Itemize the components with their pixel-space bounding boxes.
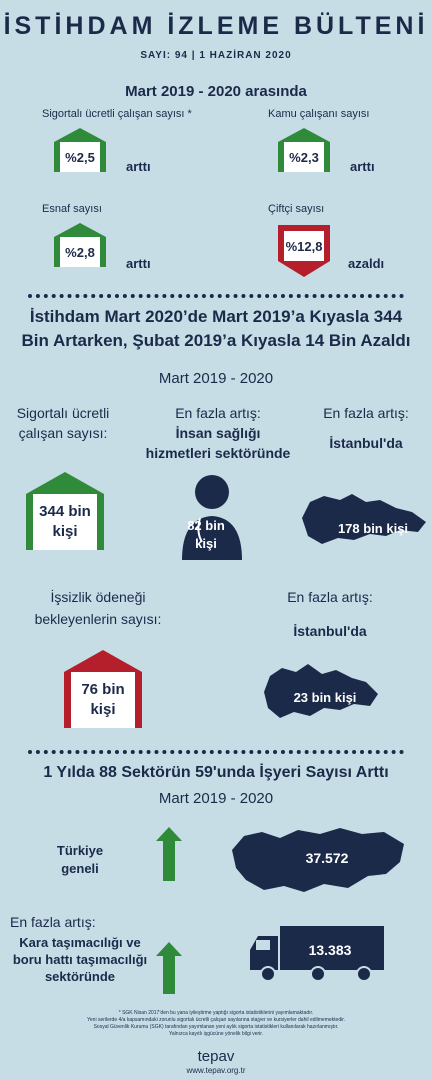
s2-health-l2: kişi [195,536,217,551]
s1-word-0: arttı [126,159,151,174]
s1-label-3: Çiftçi sayısı [268,203,325,215]
s2-col2-b1: İnsan sağlığı [175,425,261,441]
s3-headline: 1 Yılda 88 Sektörün 59'unda İşyeri Sayısı Arttı [43,764,389,781]
footnote-3: Sosyal Güvenlik Kurumu (SGK) tarafından yayımlanan yeni aylık sigorta istatistikleri kullanılarak hazırlanmıştır. [93,1024,339,1030]
s3-tr-l1: Türkiye [56,843,104,858]
footnote-1: * SGK Nisan 2017’den bu yana iyileştirme yaptığı sigorta istatistiklerini yayımlamaktadır. [118,1010,314,1016]
s2-unemp-city: İstanbul'da [293,623,367,639]
footnotes [20,1010,412,1038]
s2-unemp-l1: İşsizlik ödeneği [50,589,146,605]
s2-box-l1: 344 bin [39,503,91,520]
footnote-4: Yalnızca kayıtlı işgücüne yönelik bilgi verir. [168,1031,264,1037]
s2-col2-l1: En fazla artış: [175,405,261,421]
s2-unemp-box [64,650,142,728]
up-arrow-2-icon [157,942,181,994]
s2-box [26,472,104,550]
s2-unemp-map: 23 bin kişi [293,690,357,705]
s1-label-1: Kamu çalışanı sayısı [268,108,370,120]
s3-truck-val: 13.383 [308,942,352,958]
s3-sec-l2: boru hattı taşımacılığı [12,952,148,967]
s1-word-1: arttı [350,159,375,174]
s3-period: Mart 2019 - 2020 [158,790,274,807]
s3-inc: En fazla artış: [10,914,96,930]
brand-logo: tepav [197,1048,235,1065]
s1-title: Mart 2019 - 2020 arasında [125,83,307,100]
s2-health-l1: 82 bin [187,518,225,533]
page-title: İSTİHDAM İZLEME BÜLTENİ [3,12,429,40]
divider-2 [28,750,404,754]
s1-value-1: %2,3 [278,142,330,172]
s1-word-2: arttı [126,256,151,271]
s1-box-2 [54,223,106,267]
s3-sec-l3: sektöründe [44,969,116,984]
s1-value-2: %2,8 [54,237,106,267]
s2-col2-b2: hizmetleri sektöründe [145,445,291,461]
s1-box-0 [54,128,106,172]
s2-headline-2: Bin Artarken, Şubat 2019’a Kıyasla 14 Bin Azaldı [21,331,411,350]
s2-col1-l2: çalışan sayısı: [18,425,108,441]
issue-line: SAYI: 94 | 1 HAZİRAN 2020 [140,50,292,61]
footnote-2: Yeni serilerde 4/a kapsamındaki zorunlu sigortalı ücretli çalışan sayılarına stajyer ve kursiyerler dahil edilmemektedir. [87,1017,345,1023]
s1-box-1 [278,128,330,172]
s1-label-2: Esnaf sayısı [42,203,102,215]
up-arrow-icon [157,827,181,881]
s3-tr-val: 37.572 [305,850,349,866]
s3-tr-l2: geneli [61,861,99,876]
s2-unemp-inc: En fazla artış: [287,589,373,605]
s1-label-0: Sigortalı ücretli çalışan sayısı * [42,108,192,120]
s1-box-3 [278,225,330,277]
s2-unemp-box-l2: kişi [90,701,116,718]
s2-unemp-l2: bekleyenlerin sayısı: [34,611,162,627]
s2-period: Mart 2019 - 2020 [158,370,274,387]
s2-col3-l1: En fazla artış: [323,405,409,421]
s2-box-l2: kişi [52,523,78,540]
s2-col1-l1: Sigortalı ücretli [16,405,110,421]
s2-headline-1: İstihdam Mart 2020’de Mart 2019’a Kıyasla 344 [29,307,403,326]
divider-1 [28,294,404,298]
s2-istanbul-val: 178 bin kişi [337,521,409,536]
s1-value-3: %12,8 [278,231,330,261]
s2-unemp-box-l1: 76 bin [81,681,125,698]
brand-url[interactable]: www.tepav.org.tr [186,1066,246,1075]
s3-sec-l1: Kara taşımacılığı ve [19,935,141,950]
s1-word-3: azaldı [348,256,385,271]
s2-col3-b1: İstanbul'da [329,435,403,451]
istanbul-map-icon [300,488,430,548]
s1-value-0: %2,5 [54,142,106,172]
